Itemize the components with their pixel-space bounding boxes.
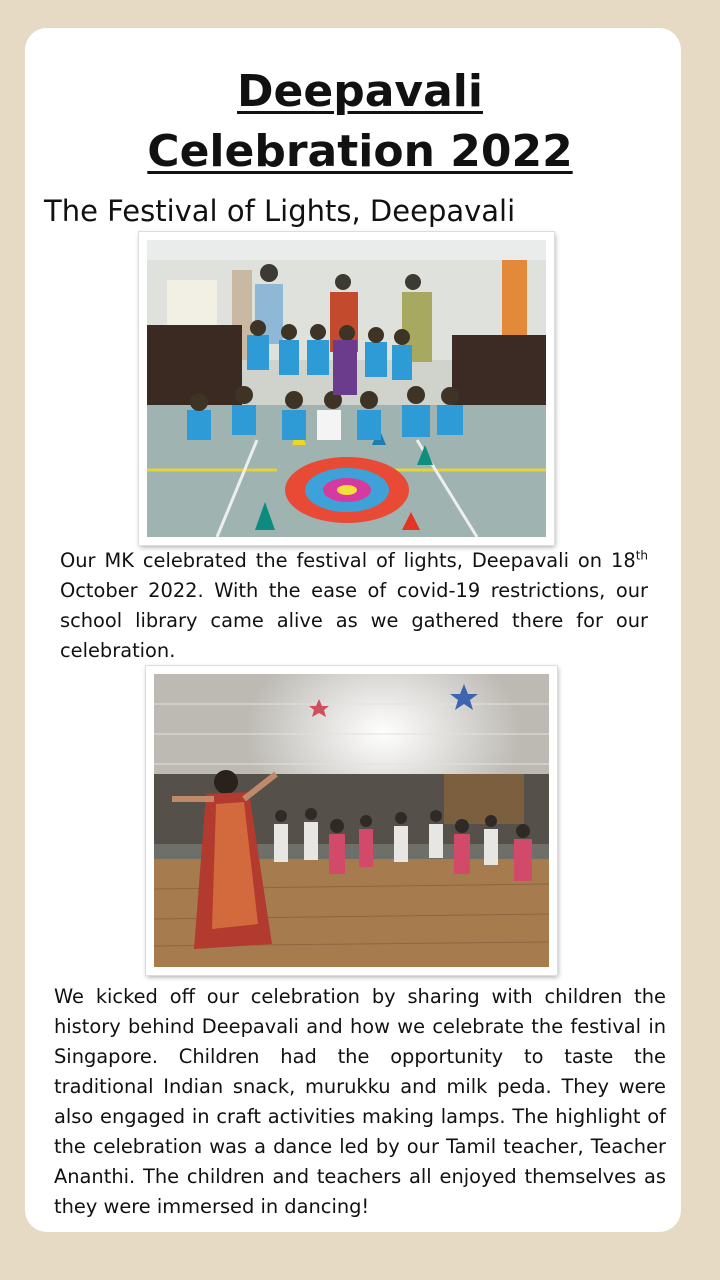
- paragraph-2: We kicked off our celebration by sharing with children the history behind Deepavali and how we celebrate the festival in Singapore. Children had the opportunity to taste the traditional Indian snack, murukku and milk peda. They were also engaged in craft activities making lamps. The highlight of the celebration was a dance led by our Tamil teacher, Teacher Ananthi. The children and teachers all enjoyed themselves as they were immersed in dancing!: [54, 985, 666, 1218]
- paragraph-1-text-cont: October 2022. With the ease of covid-19 restrictions, our school library came alive as we gathered there for our celebration.: [60, 579, 648, 662]
- title-line-2: Celebration 2022: [147, 126, 573, 177]
- group-photo: [139, 232, 554, 545]
- ordinal-suffix: th: [635, 548, 648, 563]
- group-photo-image: [147, 240, 546, 537]
- title-line-1: Deepavali: [237, 66, 483, 117]
- paragraph-1: [60, 546, 648, 666]
- page-title: [0, 62, 720, 182]
- dance-photo: [146, 666, 557, 975]
- dance-photo-image: [154, 674, 549, 967]
- paragraph-1-text: Our MK celebrated the festival of lights, Deepavali on 18: [60, 549, 636, 572]
- subtitle: The Festival of Lights, Deepavali: [44, 194, 516, 228]
